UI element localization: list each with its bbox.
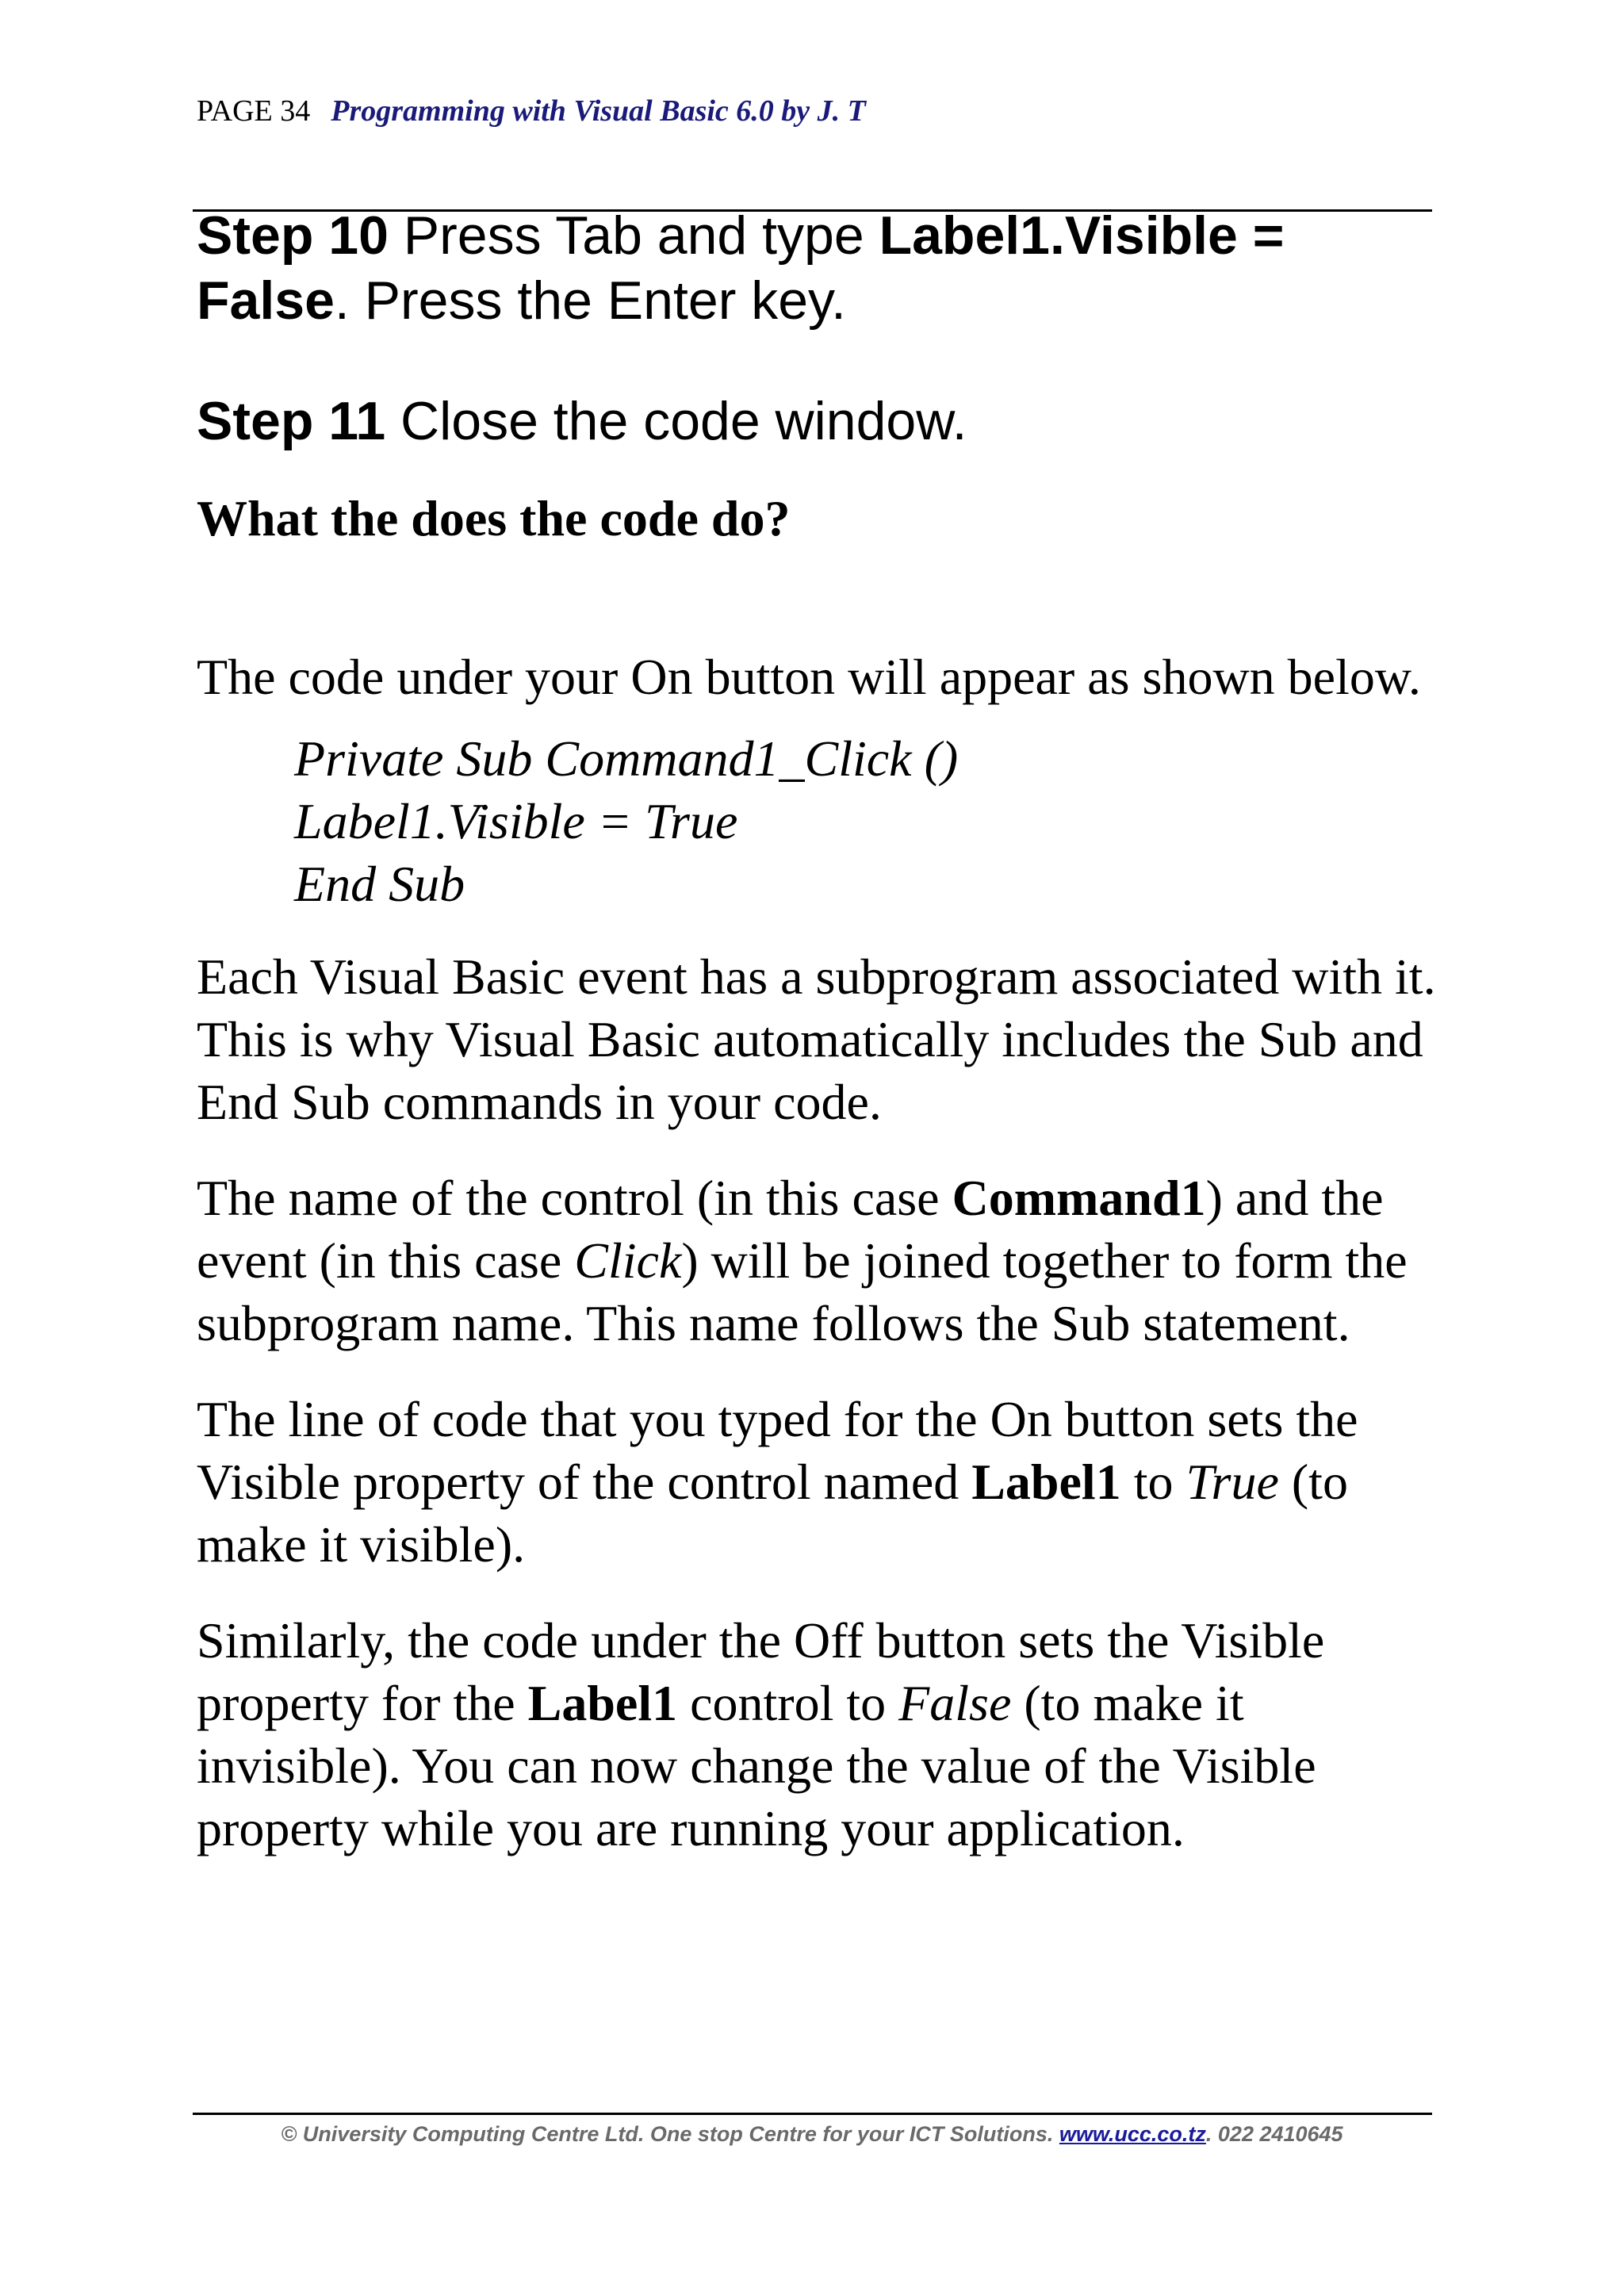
value-true: True (1185, 1454, 1279, 1510)
visible-true-paragraph (197, 1388, 1442, 1576)
step-10 (197, 203, 1442, 333)
footer-phone: . 022 2410645 (1205, 2122, 1343, 2146)
page-header (197, 94, 866, 128)
code-line: Private Sub Command1_Click () (294, 730, 959, 787)
text-run: (to make it invisible). You can now change the value of the Visible property while you are running your application. (197, 1675, 1316, 1856)
text-run: Similarly, the code under the Off button sets the Visible property for the (197, 1612, 1325, 1731)
text-run: ) will be joined together to form the subprogram name. This name follows the Sub statement. (197, 1232, 1408, 1351)
section-heading: What the does the code do? (197, 490, 791, 546)
text-run: to (1120, 1454, 1186, 1510)
code-line: Label1.Visible = True (294, 793, 738, 849)
footer-text: © University Computing Centre Ltd. One stop Centre for your ICT Solutions. (281, 2122, 1059, 2146)
step-11-text: Close the code window. (385, 391, 967, 451)
footer-divider (193, 2113, 1432, 2115)
event-name: Click (574, 1232, 682, 1289)
step-11 (197, 389, 1442, 454)
code-line: End Sub (294, 856, 465, 912)
label-name: Label1 (971, 1454, 1121, 1510)
text-run: The line of code that you typed for the On button sets the Visible property of the control named (197, 1391, 1358, 1510)
page-number: PAGE 34 (197, 94, 311, 128)
step-11-label: Step 11 (197, 391, 386, 451)
intro-paragraph: The code under your On button will appear as shown below. (197, 649, 1421, 705)
step-10-text-end: . Press the Enter key. (334, 270, 846, 331)
subprogram-name-paragraph (197, 1167, 1442, 1354)
step-10-label: Step 10 (197, 205, 389, 266)
value-false: False (898, 1675, 1012, 1731)
text-run: The name of the control (in this case (197, 1170, 952, 1226)
code-block (294, 727, 1442, 915)
text-run: (to make it visible). (197, 1454, 1348, 1573)
control-name: Command1 (952, 1170, 1206, 1226)
book-title: Programming with Visual Basic 6.0 by J. T (331, 94, 866, 128)
text-run: control to (677, 1675, 899, 1731)
text-run: ) and the event (in this case (197, 1170, 1384, 1289)
step-10-text: Press Tab and type (388, 205, 879, 266)
event-paragraph: Each Visual Basic event has a subprogram associated with it. This is why Visual Basic automatically includes the Sub and End Sub commands in your code. (197, 948, 1436, 1130)
step-10-code: Label1.Visible = False (197, 205, 1285, 331)
website-link[interactable]: www.ucc.co.tz (1059, 2122, 1206, 2146)
page-footer (0, 2122, 1624, 2147)
page-content (197, 203, 1442, 1860)
visible-false-paragraph (197, 1609, 1442, 1860)
label-name: Label1 (527, 1675, 678, 1731)
